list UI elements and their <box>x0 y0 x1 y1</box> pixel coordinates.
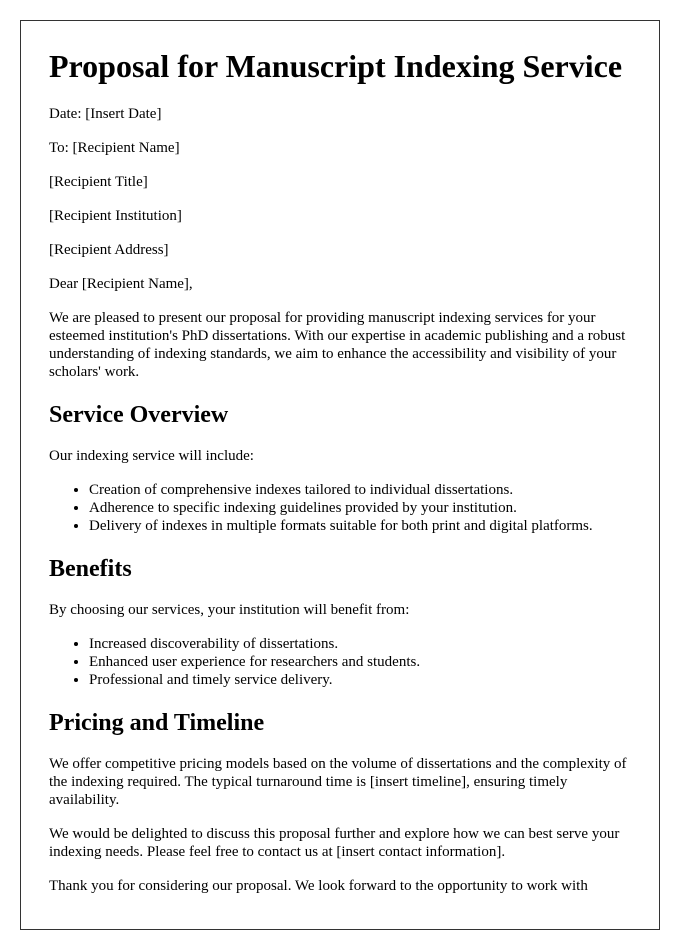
benefits-lead: By choosing our services, your institution will benefit from: <box>49 602 410 618</box>
list-item: • Increased discoverability of dissertations. <box>89 635 631 653</box>
list-item: • Enhanced user experience for researchers and students. <box>89 653 631 671</box>
list-item: • Adherence to specific indexing guidelines provided by your institution. <box>89 499 631 517</box>
intro-paragraph: We are pleased to present our proposal for providing manuscript indexing services for your esteemed institution's PhD dissertations. With our expertise in academic publishing and a robust understanding of indexing standards, we aim to enhance the accessibility and visibility of your scholars' work. <box>49 310 626 380</box>
benefits-heading: Benefits <box>49 556 132 582</box>
recipient-institution: [Recipient Institution] <box>49 208 182 224</box>
recipient-address: [Recipient Address] <box>49 242 169 258</box>
page-title: Proposal for Manuscript Indexing Service <box>49 48 623 84</box>
benefits-list <box>49 635 631 689</box>
date-line: Date: [Insert Date] <box>49 106 162 122</box>
service-overview-list <box>49 481 631 535</box>
to-line: To: [Recipient Name] <box>49 140 180 156</box>
list-item: • Delivery of indexes in multiple formats suitable for both print and digital platforms. <box>89 517 631 535</box>
recipient-title: [Recipient Title] <box>49 174 148 190</box>
service-overview-lead: Our indexing service will include: <box>49 448 254 464</box>
document-page <box>20 20 660 930</box>
contact-paragraph: We would be delighted to discuss this proposal further and explore how we can best serve your indexing needs. Please feel free to contact us at [insert contact information]. <box>49 826 620 860</box>
service-overview-heading: Service Overview <box>49 402 229 428</box>
closing-paragraph: Thank you for considering our proposal. We look forward to the opportunity to work with <box>49 878 588 894</box>
salutation: Dear [Recipient Name], <box>49 276 193 292</box>
pricing-paragraph: We offer competitive pricing models based on the volume of dissertations and the complexity of the indexing required. The typical turnaround time is [insert timeline], ensuring timely availability. <box>49 756 627 808</box>
list-item: • Professional and timely service delivery. <box>89 671 631 689</box>
pricing-heading: Pricing and Timeline <box>49 710 265 736</box>
list-item: • Creation of comprehensive indexes tailored to individual dissertations. <box>89 481 631 499</box>
